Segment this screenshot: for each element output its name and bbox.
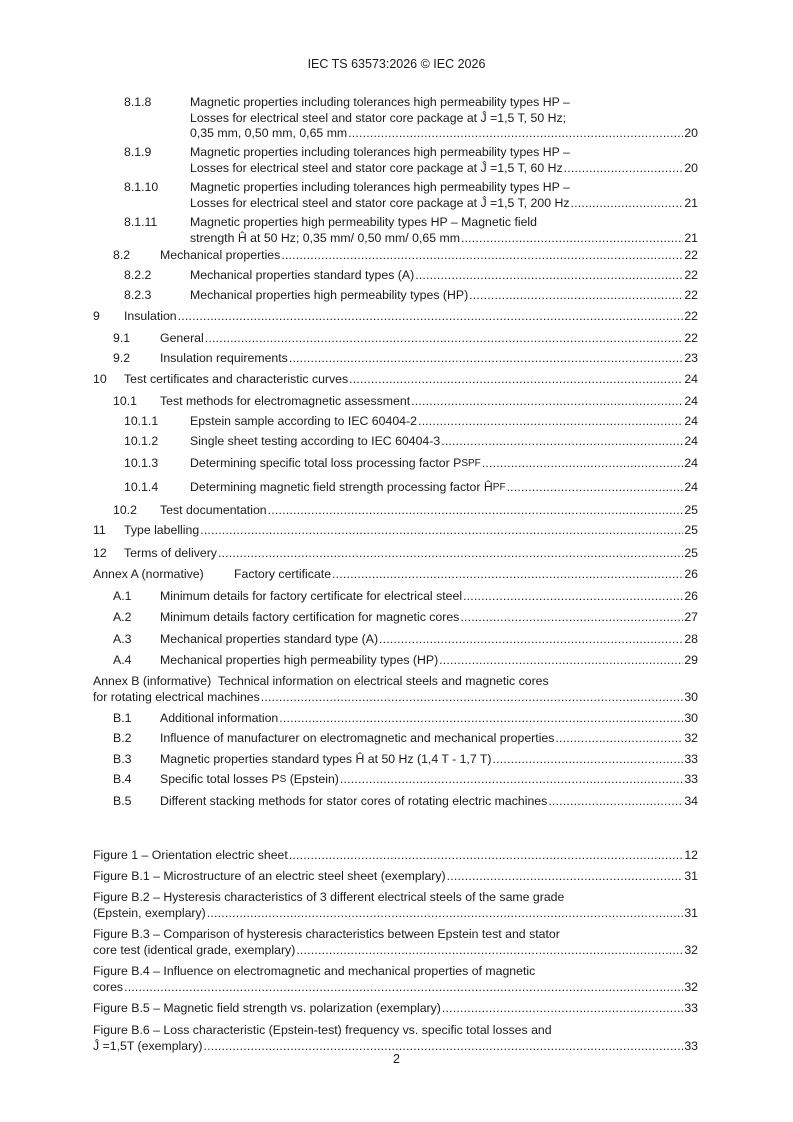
toc-page-number: 20 <box>684 126 698 140</box>
figure-page-number: 33 <box>684 1001 698 1015</box>
figure-page-number: 33 <box>684 1038 698 1053</box>
dot-leader <box>441 434 683 450</box>
toc-title: Different stacking methods for stator cores of rotating electric machines <box>160 794 548 808</box>
toc-title: Single sheet testing according to IEC 60404-3 <box>190 434 441 448</box>
dot-leader <box>349 372 683 388</box>
dot-leader <box>296 943 683 959</box>
dot-leader <box>200 523 683 539</box>
toc-entry[interactable] <box>0 772 793 791</box>
dot-leader <box>218 546 683 562</box>
toc-entry[interactable] <box>0 731 793 748</box>
toc-title-line: Magnetic properties including tolerances high permeability types HP – <box>190 95 570 109</box>
toc-number: 8.1.11 <box>124 215 158 229</box>
toc-title: Mechanical properties <box>160 248 281 262</box>
toc-entry[interactable] <box>0 456 793 476</box>
toc-title: Mechanical properties high permeability types (HP) <box>160 653 439 667</box>
dot-leader <box>279 711 683 727</box>
page-number-footer: 2 <box>393 1052 400 1066</box>
toc-title-line: Magnetic properties including tolerances high permeability types HP – <box>190 145 570 159</box>
toc-title-line: Magnetic properties high permeability types HP – Magnetic field <box>190 215 537 229</box>
toc-entry[interactable] <box>0 480 793 500</box>
dot-leader <box>461 231 683 247</box>
toc-entry[interactable] <box>0 331 793 348</box>
toc-page-number: 22 <box>684 248 698 262</box>
figure-title-line: Figure B.2 – Hysteresis characteristics of 3 different electrical steels of the same grade <box>93 890 565 904</box>
toc-title: Mechanical properties standard type (A) <box>160 632 379 646</box>
figure-title-line: Figure B.4 – Influence on electromagnetic and mechanical properties of magnetic <box>93 964 536 978</box>
toc-number: 12 <box>93 546 107 560</box>
toc-entry[interactable] <box>0 589 793 606</box>
figure-title-line: core test (identical grade, exemplary) <box>93 942 296 957</box>
toc-number: 8.1.10 <box>124 180 159 194</box>
toc-page-number: 22 <box>684 268 698 282</box>
figure-title-line: Figure B.6 – Loss characteristic (Epstein-test) frequency vs. specific total losses and <box>93 1023 552 1037</box>
dot-leader <box>411 394 683 410</box>
toc-title: Influence of manufacturer on electromagnetic and mechanical properties <box>160 731 555 745</box>
dot-leader <box>205 331 684 347</box>
toc-page-number: 24 <box>684 394 698 408</box>
toc-number: 10.2 <box>113 503 137 517</box>
dot-leader <box>493 752 684 768</box>
toc-entry[interactable] <box>0 567 793 584</box>
toc-entry[interactable] <box>0 523 793 540</box>
dot-leader <box>289 848 684 864</box>
toc-title-suffix: (Epstein) <box>286 772 339 786</box>
toc-number: B.2 <box>113 731 132 745</box>
toc-title: Determining magnetic field strength processing factor Ĥ <box>190 480 493 494</box>
toc-page-number: 24 <box>684 456 698 470</box>
toc-entry[interactable] <box>0 215 793 247</box>
figure-entry[interactable] <box>0 964 793 996</box>
toc-page-number: 22 <box>684 309 698 323</box>
toc-entry[interactable] <box>0 145 793 177</box>
toc-entry[interactable] <box>0 394 793 411</box>
toc-entry[interactable] <box>0 248 793 265</box>
toc-page-number: 32 <box>684 731 698 745</box>
figure-entry[interactable] <box>0 927 793 959</box>
toc-title: Minimum details factory certification for magnetic cores <box>160 610 460 624</box>
figure-title: Figure B.1 – Microstructure of an electric steel sheet (exemplary) <box>93 869 446 883</box>
figure-title: Figure B.5 – Magnetic field strength vs. polarization (exemplary) <box>93 1001 441 1015</box>
dot-leader <box>418 414 683 430</box>
toc-page-number: 23 <box>684 351 698 365</box>
toc-number: 10.1.2 <box>124 434 159 448</box>
toc-number: 8.1.9 <box>124 145 152 159</box>
toc-entry[interactable] <box>0 653 793 670</box>
dot-leader <box>379 632 683 648</box>
toc-entry[interactable] <box>0 632 793 649</box>
toc-page-number: 34 <box>684 794 698 808</box>
toc-title: Mechanical properties standard types (A) <box>190 268 415 282</box>
toc-title: Determining specific total loss processing factor P <box>190 456 462 470</box>
toc-number: A.4 <box>113 653 132 667</box>
toc-entry[interactable] <box>0 434 793 451</box>
toc-number: 8.2.3 <box>124 288 152 302</box>
toc-number: 9.1 <box>113 331 131 345</box>
toc-number: 9 <box>93 309 100 323</box>
figure-entry[interactable] <box>0 1001 793 1018</box>
toc-title-line: for rotating electrical machines <box>93 689 260 704</box>
toc-page-number: 27 <box>684 610 698 624</box>
table-of-contents <box>0 95 793 1053</box>
dot-leader <box>178 309 684 325</box>
toc-entry[interactable] <box>0 372 793 389</box>
toc-title: Specific total losses P <box>160 772 280 786</box>
toc-entry[interactable] <box>0 503 793 520</box>
toc-number: 9.2 <box>113 351 131 365</box>
toc-title: Additional information <box>160 711 279 725</box>
toc-entry[interactable] <box>0 95 793 142</box>
toc-page-number: 26 <box>684 567 698 581</box>
figure-title-line: Figure B.3 – Comparison of hysteresis characteristics between Epstein test and stator <box>93 927 560 941</box>
dot-leader <box>548 794 683 810</box>
dot-leader <box>268 503 684 519</box>
toc-title: Type labelling <box>124 523 200 537</box>
toc-entry[interactable] <box>0 268 793 285</box>
toc-number: 10.1.4 <box>124 480 159 494</box>
toc-entry[interactable] <box>0 309 793 326</box>
dot-leader <box>555 731 683 747</box>
toc-title: Insulation requirements <box>160 351 288 365</box>
dot-leader <box>570 196 683 212</box>
figure-page-number: 31 <box>684 905 698 920</box>
toc-entry[interactable] <box>0 711 793 728</box>
toc-title: Insulation <box>124 309 177 323</box>
toc-number: B.3 <box>113 752 132 766</box>
toc-page-number: 22 <box>684 288 698 302</box>
toc-number: B.5 <box>113 794 132 808</box>
toc-entry[interactable] <box>0 180 793 212</box>
toc-page-number: 24 <box>684 434 698 448</box>
toc-title: General <box>160 331 204 345</box>
dot-leader <box>415 268 683 284</box>
toc-number: 8.1.8 <box>124 95 152 109</box>
toc-number: 11 <box>93 523 106 537</box>
figure-entry[interactable] <box>0 848 793 865</box>
subscript: PF <box>492 482 506 493</box>
toc-page-number: 33 <box>684 772 698 786</box>
dot-leader <box>507 480 684 496</box>
dot-leader <box>124 980 683 996</box>
subscript: S <box>279 774 287 785</box>
dot-leader <box>332 567 683 583</box>
toc-title: Epstein sample according to IEC 60404-2 <box>190 414 417 428</box>
toc-number: 8.2 <box>113 248 131 262</box>
toc-page-number: 25 <box>684 523 698 537</box>
dot-leader <box>289 351 683 367</box>
toc-entry[interactable] <box>0 610 793 627</box>
figure-entry[interactable] <box>0 869 793 886</box>
toc-number: Annex B (informative) <box>93 674 212 688</box>
toc-title: Magnetic properties standard types Ĥ at 50 Hz (1,4 T - 1,7 T) <box>160 752 492 766</box>
toc-title: Factory certificate <box>234 567 332 581</box>
figure-title: Figure 1 – Orientation electric sheet <box>93 848 288 862</box>
dot-leader <box>340 772 683 788</box>
toc-page-number: 24 <box>684 414 698 428</box>
toc-title: Mechanical properties high permeability types (HP) <box>190 288 469 302</box>
toc-page-number: 24 <box>684 372 698 386</box>
toc-title: Test methods for electromagnetic assessment <box>160 394 411 408</box>
toc-title: Terms of delivery <box>124 546 217 560</box>
dot-leader <box>261 690 684 706</box>
toc-number: 10.1 <box>113 394 137 408</box>
toc-title-line: Losses for electrical steel and stator core package at Ĵ =1,5 T, 50 Hz; <box>190 110 567 125</box>
toc-page-number: 29 <box>684 653 698 667</box>
dot-leader <box>442 1001 683 1017</box>
toc-number: 10 <box>93 372 107 386</box>
toc-page-number: 21 <box>684 230 698 245</box>
figure-title-line: Ĵ =1,5T (exemplary) <box>93 1038 203 1053</box>
toc-entry[interactable] <box>0 546 793 563</box>
toc-title-line: Magnetic properties including tolerances high permeability types HP – <box>190 180 570 194</box>
toc-page-number: 30 <box>684 689 698 704</box>
dot-leader <box>207 906 684 922</box>
toc-page-number: 33 <box>684 752 698 766</box>
toc-number: A.3 <box>113 632 132 646</box>
figure-entry[interactable] <box>0 1023 793 1055</box>
toc-title-line: Losses for electrical steel and stator core package at Ĵ =1,5 T, 60 Hz <box>190 160 563 175</box>
toc-title: Test certificates and characteristic curves <box>124 372 349 386</box>
toc-number: A.1 <box>113 589 132 603</box>
toc-title: Test documentation <box>160 503 267 517</box>
toc-number: B.4 <box>113 772 132 786</box>
figure-page-number: 32 <box>684 942 698 957</box>
toc-title-line: 0,35 mm, 0,50 mm, 0,65 mm <box>190 126 348 140</box>
dot-leader <box>447 869 684 885</box>
toc-page-number: 25 <box>684 503 698 517</box>
toc-entry[interactable] <box>0 351 793 368</box>
toc-page-number: 26 <box>684 589 698 603</box>
page-header: IEC TS 63573:2026 © IEC 2026 <box>307 57 486 71</box>
toc-page-number: 21 <box>684 195 698 210</box>
figure-title-line: (Epstein, exemplary) <box>93 905 206 920</box>
figure-page-number: 12 <box>684 848 698 862</box>
dot-leader <box>281 248 683 264</box>
dot-leader <box>460 610 683 626</box>
toc-number: 10.1.1 <box>124 414 159 428</box>
toc-page-number: 20 <box>684 160 698 175</box>
dot-leader <box>469 288 683 304</box>
toc-entry[interactable] <box>0 674 793 706</box>
dot-leader <box>482 456 684 472</box>
toc-number: 8.2.2 <box>124 268 152 282</box>
figure-page-number: 32 <box>684 979 698 994</box>
toc-title-line: Technical information on electrical steels and magnetic cores <box>217 674 549 688</box>
toc-page-number: 28 <box>684 632 698 646</box>
figure-entry[interactable] <box>0 890 793 922</box>
subscript: SPF <box>461 458 481 469</box>
toc-number: 10.1.3 <box>124 456 159 470</box>
toc-title-line: Losses for electrical steel and stator core package at Ĵ =1,5 T, 200 Hz <box>190 195 570 210</box>
toc-page-number: 25 <box>684 546 698 560</box>
dot-leader <box>564 161 684 177</box>
toc-entry[interactable] <box>0 794 793 811</box>
toc-number: Annex A (normative) <box>93 567 204 581</box>
toc-title-line: strength Ĥ at 50 Hz; 0,35 mm/ 0,50 mm/ 0,65 mm <box>190 230 460 245</box>
toc-number: A.2 <box>113 610 132 624</box>
toc-entry[interactable] <box>0 288 793 305</box>
toc-page-number: 30 <box>684 711 698 725</box>
figure-title-line: cores <box>93 979 124 994</box>
toc-entry[interactable] <box>0 752 793 769</box>
dot-leader <box>439 653 683 669</box>
toc-number: B.1 <box>113 711 132 725</box>
dot-leader <box>348 126 683 142</box>
toc-title: Minimum details for factory certificate for electrical steel <box>160 589 463 603</box>
toc-page-number: 24 <box>684 480 698 494</box>
dot-leader <box>463 589 683 605</box>
figure-page-number: 31 <box>684 869 698 883</box>
toc-page-number: 22 <box>684 331 698 345</box>
toc-entry[interactable] <box>0 414 793 431</box>
